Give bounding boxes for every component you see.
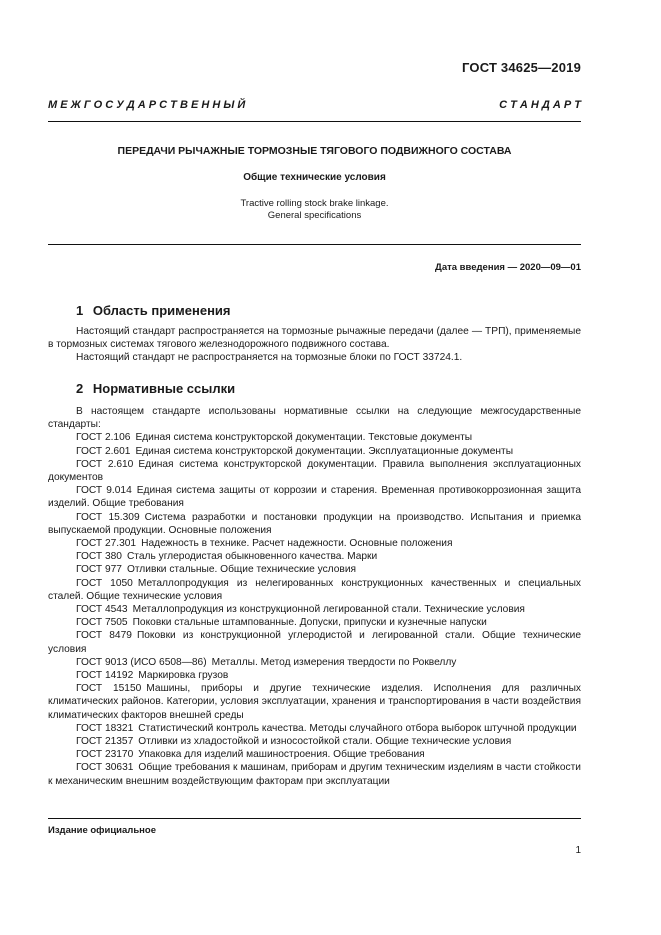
reference-title: Поковки из конструкционной углеродистой и легированной стали. Общие технические условия <box>48 630 581 655</box>
reference-title: Надежность в технике. Расчет надежности. Основные положения <box>141 538 453 550</box>
section-1-heading <box>76 303 231 318</box>
section-1-body <box>48 325 581 365</box>
section-2-title: Нормативные ссылки <box>92 381 236 396</box>
reference-item <box>48 616 581 629</box>
document-code: ГОСТ 34625—2019 <box>462 60 581 75</box>
reference-title: Металлопродукция из конструкционной легированной стали. Технические условия <box>132 604 525 616</box>
reference-item <box>48 577 581 603</box>
reference-code: ГОСТ 27.301 <box>76 538 137 550</box>
section-1-title: Область применения <box>92 303 231 318</box>
reference-title: Отливки из хладостойкой и износостойкой стали. Общие технические условия <box>138 736 512 748</box>
reference-code: ГОСТ 9.014 <box>76 485 132 497</box>
reference-title: Статистический контроль качества. Методы случайного отбора выборок штучной продукции <box>138 722 577 734</box>
reference-title: Упаковка для изделий машиностроения. Общие требования <box>138 749 425 761</box>
reference-title: Единая система конструкторской документации. Текстовые документы <box>135 432 473 444</box>
official-publication-note: Издание официальное <box>48 825 156 836</box>
section-1-paragraph-1: Настоящий стандарт распространяется на тормозные рычажные передачи (далее — ТРП), применяемые в тормозных системах тягового железнодорожного подвижного состава. <box>48 326 581 351</box>
english-title-line2: General specifications <box>267 210 362 221</box>
banner-word-standard: С Т А Н Д А Р Т <box>499 99 581 111</box>
reference-item <box>48 682 581 722</box>
reference-title: Металлы. Метод измерения твердости по Роквеллу <box>211 656 457 668</box>
reference-item <box>48 656 581 669</box>
reference-title: Поковки стальные штампованные. Допуски, припуски и кузнечные напуски <box>132 617 487 629</box>
reference-title: Металлопродукция из нелегированных конструкционных качественных и специальных сталей. Общие технические условия <box>48 577 581 602</box>
reference-item <box>48 563 581 576</box>
section-2-body <box>48 405 581 788</box>
reference-code: ГОСТ 14192 <box>76 670 134 682</box>
section-2-intro: В настоящем стандарте использованы нормативные ссылки на следующие межгосударственные стандарты: <box>48 406 581 431</box>
reference-item <box>48 603 581 616</box>
reference-code: ГОСТ 15.309 <box>76 511 140 523</box>
reference-code: ГОСТ 977 <box>76 564 122 576</box>
section-2-number: 2 <box>76 381 84 396</box>
reference-title: Общие требования к машинам, приборам и другим техническим изделиям в части стойкости к механическим внешним воздействующим факторам при эксплуатации <box>48 762 581 787</box>
english-title <box>48 198 581 222</box>
reference-code: ГОСТ 380 <box>76 551 122 563</box>
reference-title: Отливки стальные. Общие технические условия <box>126 564 357 576</box>
reference-item <box>48 484 581 510</box>
reference-title: Маркировка грузов <box>138 670 229 682</box>
reference-title: Машины, приборы и другие технические изделия. Исполнения для различных климатических районов. Категории, условия эксплуатации, хранения и транспортирования в части воздействия климатических факторов внешней среды <box>48 683 581 721</box>
reference-item <box>48 537 581 550</box>
reference-code: ГОСТ 2.106 <box>76 432 131 444</box>
english-title-line1: Tractive rolling stock brake linkage. <box>240 198 389 209</box>
title-rule <box>48 244 581 245</box>
section-1-number: 1 <box>76 303 84 318</box>
reference-item <box>48 431 581 444</box>
reference-title: Сталь углеродистая обыкновенного качества. Марки <box>126 551 378 563</box>
reference-item <box>48 748 581 761</box>
reference-code: ГОСТ 9013 (ИСО 6508—86) <box>76 656 207 668</box>
reference-item <box>48 735 581 748</box>
introduction-date: Дата введения — 2020—09—01 <box>435 262 581 273</box>
reference-title: Система разработки и постановки продукции на производство. Испытания и приемка выпускаемой продукции. Основные положения <box>48 511 581 536</box>
reference-title: Единая система защиты от коррозии и старения. Временная противокоррозионная защита изделий. Общие требования <box>48 485 581 510</box>
footer-rule <box>48 818 581 819</box>
reference-title: Единая система конструкторской документации. Эксплуатационные документы <box>135 445 514 457</box>
reference-code: ГОСТ 7505 <box>76 617 128 629</box>
reference-code: ГОСТ 2.601 <box>76 445 131 457</box>
interstate-standard-banner <box>48 99 581 111</box>
reference-title: Единая система конструкторской документации. Правила выполнения эксплуатационных документов <box>48 458 582 484</box>
page-number: 1 <box>575 845 581 856</box>
reference-code: ГОСТ 23170 <box>76 749 134 761</box>
document-title: ПЕРЕДАЧИ РЫЧАЖНЫЕ ТОРМОЗНЫЕ ТЯГОВОГО ПОДВИЖНОГО СОСТАВА <box>117 145 512 157</box>
reference-code: ГОСТ 18321 <box>76 722 134 734</box>
section-1-paragraph-2: Настоящий стандарт не распространяется на тормозные блоки по ГОСТ 33724.1. <box>76 352 463 364</box>
normative-references-list <box>48 431 581 787</box>
document-subtitle: Общие технические условия <box>243 172 386 183</box>
reference-item <box>48 669 581 682</box>
reference-code: ГОСТ 8479 <box>76 630 132 642</box>
reference-item <box>48 629 581 655</box>
header-rule <box>48 121 581 122</box>
reference-code: ГОСТ 15150 <box>76 683 142 695</box>
reference-code: ГОСТ 1050 <box>76 577 133 589</box>
reference-item <box>48 458 581 484</box>
reference-item <box>48 445 581 458</box>
reference-item <box>48 761 581 787</box>
section-2-heading <box>76 381 235 396</box>
reference-item <box>48 722 581 735</box>
reference-code: ГОСТ 21357 <box>76 736 134 748</box>
reference-code: ГОСТ 4543 <box>76 604 128 616</box>
reference-item <box>48 550 581 563</box>
reference-code: ГОСТ 30631 <box>76 762 134 774</box>
reference-code: ГОСТ 2.610 <box>76 458 134 470</box>
reference-item <box>48 511 581 537</box>
banner-word-interstate: М Е Ж Г О С У Д А Р С Т В Е Н Н Ы Й <box>48 99 246 111</box>
